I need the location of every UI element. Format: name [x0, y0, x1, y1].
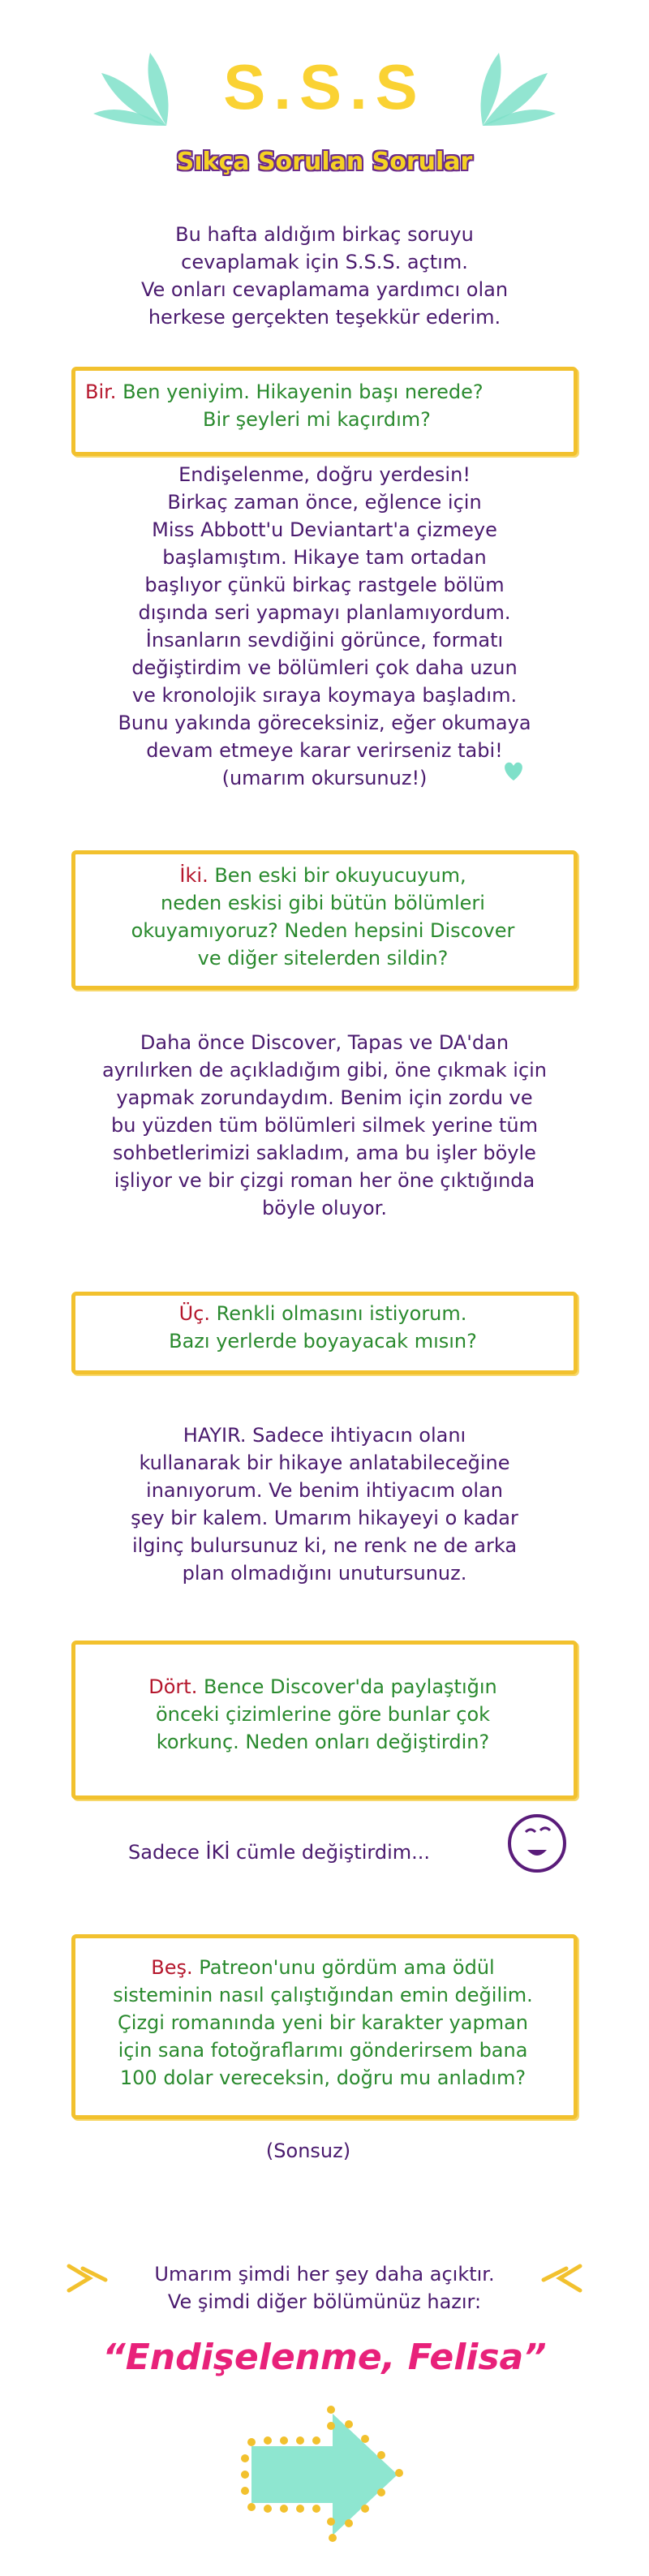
page-subtitle: Sıkça Sorulan Sorular [176, 148, 473, 176]
answer-5: (Sonsuz) [265, 2139, 351, 2162]
answer-3: HAYIR. Sadece ihtiyacın olanı kullanarak bir hikaye anlatabileceğine inanıyorum. Ve benim ihtiyacım olan şey bir kalem. Umarım hikayeyi o kadar ilginç bulursunuz ki, ne renk ne de arka plan olmadığını unutursunuz. [131, 1424, 518, 1585]
question-1: Bir. Ben yeniyim. Hikayenin başı nerede? Bir şeyleri mi kaçırdım? [85, 381, 484, 431]
heart-icon [501, 759, 526, 782]
closing-text: Umarım şimdi her şey daha açıktır. Ve şimdi diğer bölümünüz hazır: [154, 2263, 495, 2313]
answer-2: Daha önce Discover, Tapas ve DA'dan ayrılırken de açıkladığım gibi, öne çıkmak için yapmak zorundaydım. Benim için zordu ve bu yüzden tüm bölümleri silmek yerine tüm sohbetlerimizi sakladım, ama bu işler böyle işliyor ve bir çizgi roman her öne çıktığında böyle oluyor. [101, 1031, 548, 1219]
answer-4: Sadece İKİ cümle değiştirdim... [128, 1841, 430, 1864]
question-3: Üç. Renkli olmasını istiyorum. Bazı yerlerde boyayacak mısın? [169, 1302, 477, 1353]
question-5: Beş. Patreon'unu gördüm ama ödül sisteminin nasıl çalıştığından emin değilim. Çizgi romanında yeni bir karakter yapman için sana fotoğraflarımı gönderirsem bana 100 dolar vereceksin, doğru mu anladım? [113, 1956, 533, 2089]
answer-1: Endişelenme, doğru yerdesin! Birkaç zaman önce, eğlence için Miss Abbott'u Deviantart'a çizmeye başlamıştım. Hikaye tam ortadan başlıyor çünkü birkaç rastgele bölüm dışında seri yapmayı planlamıyordum. İnsanların sevdiğini görünce, formatı değiştirdim ve bölümleri çok daha uzun ve kronolojik sıraya koymaya başladım. Bunu yakında göreceksiniz, eğer okumaya devam etmeye karar verirseniz tabi! (umarım okursunuz!) [118, 463, 531, 789]
next-episode-title: “Endişelenme, Felisa” [102, 2337, 547, 2378]
page-title: S.S.S [223, 51, 426, 123]
grinning-face-icon [503, 1808, 571, 1876]
intro-text: Bu hafta aldığım birkaç soruyu cevaplamak için S.S.S. açtım. Ve onları cevaplamama yardımcı olan herkese gerçekten teşekkür ederim. [140, 223, 509, 329]
next-arrow-icon[interactable] [235, 2402, 414, 2548]
question-4: Dört. Bence Discover'da paylaştığın önceki çizimlerine göre bunlar çok korkunç. Neden onları değiştirdin? [148, 1675, 497, 1753]
question-2: İki. Ben eski bir okuyucuyum, neden eskisi gibi bütün bölümleri okuyamıyoruz? Neden hepsini Discover ve diğer sitelerden sildin? [131, 864, 515, 970]
